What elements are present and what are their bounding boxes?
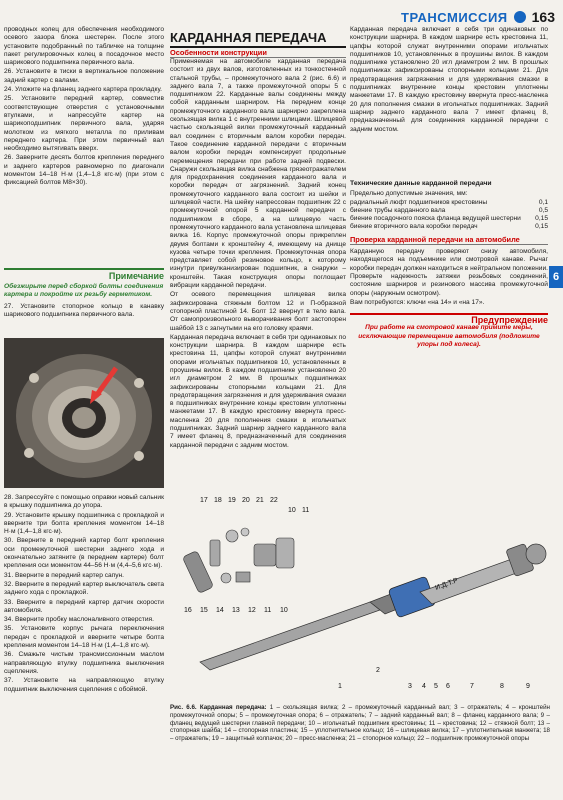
gearbox-photo-drawing [4,338,164,488]
figure-caption [170,704,550,743]
paragraph: 32. Вверните в передний картер выключатель света заднего хода с прокладкой. [4,580,164,597]
cardan-shaft-figure [170,492,550,700]
svg-text:13: 13 [232,607,240,614]
paragraph: 35. Установите корпус рычага переключения передач с прокладкой и вверните четыре болта крепления моментом 14–18 Н·м (1,4–1,8 кгс·м). [4,625,164,650]
specs-title: Технические данные карданной передачи [350,180,492,187]
chapter-tab: 6 [549,266,563,288]
svg-text:5: 5 [434,683,438,690]
caption-text: 1 – скользящая вилка; 2 – промежуточный карданный вал; 3 – отражатель; 4 – кронштейн промежуточной опоры; 5 – промежуточная опора; 6 – отражатель; 7 – задний карданный вал; 8 – фланец карданного вала; 9 – фланец ведущей шестерни главной передачи; 10 – игольчатый подшипник крестовины; 11 – крестовина; 12 – стяжной болт; 13 – стопорная шайба; 14 – стопорная пластина; 15 – уплотнительное кольцо; 16 – шлицевая вилка; 17 – уплотнительная манжета; 18 – отражатель; 19 – защитный колпачок; 20 – пресс-масленка; 21 – стопорное кольцо; 22 – подшипник промежуточной опоры [170,704,550,743]
paragraph: 24. Уложите на фланец заднего картера прокладку. [4,86,162,94]
paragraph: 29. Установите крышку подшипника с прокладкой и вверните три болта крепления моментом 14–18 Н·м (1,4–1,8 кгс·м). [4,511,164,536]
page-header [401,6,563,28]
note-box [4,268,164,319]
svg-text:4: 4 [422,683,426,690]
svg-text:12: 12 [248,607,256,614]
svg-text:17: 17 [200,497,208,504]
caption-title: Рис. 6.6. Карданная передача: [170,704,267,711]
section-heading: КАРДАННАЯ ПЕРЕДАЧА [170,30,346,48]
svg-text:19: 19 [228,497,236,504]
svg-text:6: 6 [446,683,450,690]
paragraph: проводных колец для обеспечения необходимого осевого зазора блока шестерен. После этого установите подобранный по табличке на толщине пакет регулировочных колец в посадочное место шарикового подшипника первичного вала. [4,26,164,67]
paragraph: Карданная передача включает в себя три одинаковых по конструкции шарнира. В каждом шарнире есть крестовина 11, цапфы которой служат внутренними опорами игольчатых подшипников 10, установленных в проушины вилок. В каждом подшипнике установлено 20 игл диаметром 2 мм. В прошлых подшипниках зафиксированы стопорными кольцами 21. Для предотвращения загрязнения и для удерживания смазки в подшипниках внутренние концы крестовин уплотнены манжетами 17. В каждую крестовину ввернута пресс-масленка 20 для пополнения смазки в игольчатых подшипниках. Задний шарнир заднего карданного вала 7 имеет фланец 8, предназначенный для соединения карданной передачи с задним мостом. [350,26,548,133]
paragraph: 31. Вверните в передний картер сапун. [4,571,125,579]
paragraph: Карданную передачу проверяют снизу автомобиля, находящегося на подъемнике или смотровой канаве. Рычаг коробки передач должен находиться в нейтральном положении. Проверьте надежность затяжки резьбовых соединений, состояние шарниров и резинового массива промежуточной опоры (наружным осмотром). [350,248,548,297]
svg-text:21: 21 [256,497,264,504]
spec-row: биение трубы карданного вала 0,5 [350,206,548,214]
paragraph: 26. Установите в тиски в вертикальное положение задний картер с валами. [4,68,164,84]
spec-row: радиальный люфт подшипников крестовины 0,1 [350,198,548,206]
spec-row: биение вторичного вала коробки передач 0,15 [350,223,548,231]
section-title: ТРАНСМИССИЯ [401,9,508,25]
svg-text:16: 16 [184,607,192,614]
svg-text:14: 14 [216,607,224,614]
page-number: 163 [531,9,555,25]
svg-text:11: 11 [264,607,272,614]
note-title: Примечание [4,268,164,281]
paragraph: 28. Запрессуйте с помощью оправки новый сальник в крышку подшипника до упора. [4,494,164,510]
svg-text:3: 3 [408,683,412,690]
specs-intro: Предельно допустимые значения, мм: [350,190,468,198]
warning-text: При работе на смотровой канаве примите меры, исключающие перемещение автомобиля (подложите упоры под колеса). [358,324,540,349]
svg-text:2: 2 [376,667,380,674]
svg-text:10: 10 [280,607,288,614]
svg-text:7: 7 [470,683,474,690]
note-text: Обезжирьте перед сборкой болты соединения картера и покройте их резьбу герметиком. [4,283,164,299]
gearbox-photo [4,338,164,488]
svg-text:15: 15 [200,607,208,614]
right-column [350,26,548,349]
svg-text:22: 22 [270,497,278,504]
paragraph: От осевого перемещения шлицевая вилка зафиксирована стяжным болтом 12 и П-образной стопорной пластиной 14. Болт 12 ввернут в тело вала. От самопроизвольного выворачивания болт застопорен шайбой 13 с загнутыми на его головку краями. [170,291,346,332]
svg-text:11: 11 [302,507,310,514]
left-column-top [4,26,164,189]
paragraph: 37. Установите на направляющую втулку подшипник выключения сцепления с обоймой. [4,677,164,693]
svg-text:9: 9 [526,683,530,690]
middle-column [170,58,346,449]
paragraph: Вам потребуются: ключи «на 14» и «на 17». [350,298,485,306]
shaft-marking: И.Д.Т.Р [434,577,460,592]
paragraph: Применяемая на автомобиле карданная передача состоит из двух валов, изготовленных из тонкостенной стальной трубы, – промежуточного вала 2 (рис. 6.6) и заднего вала 7, а также промежуточной опоры 5 с подшипником 22. Карданные валы соединены между собой карданным шарниром. На переднем конце промежуточного карданного вала шарнирно закреплена скользящая вилка 1 с внутренними шлицами. Шлицевой частью скользящей вилки промежуточный карданный вал соединен с вторичным валом коробки передач. Такое соединение карданной передачи с вторичным валом коробки передач компенсирует продольные перемещения передачи при работе задней подвески. Снаружи скользящая вилка снабжена грязеотражателем для предохранения соединения карданного вала и коробки передач от загрязнений. Задний конец промежуточного карданного вала состоит из шейки и шлицевой части. На шейку напрессован подшипник 22 с промежуточной опорой 5 карданной передачи с подшипником в сборе, а на шлицевую часть промежуточного карданного вала установлена шлицевая вилка 16. Корпус промежуточной опоры прикреплен двумя болтами к кронштейну 4, имеющему на днище кузова четыре точки крепления. Промежуточная опора представляет собой резиновое кольцо, к которому изнутри привулканизирован подшипник, а снаружи – кронштейн. Такая конструкция опоры поглощает вибрации карданной передачи. [170,58,346,290]
svg-text:10: 10 [288,507,296,514]
header-bullet-icon [514,11,526,23]
svg-text:18: 18 [214,497,222,504]
svg-text:1: 1 [338,683,342,690]
warning-title: Предупреждение [350,313,548,324]
paragraph: 34. Вверните пробку маслоналивного отверстия. [4,616,154,624]
left-column-bottom [4,494,164,695]
svg-text:8: 8 [500,683,504,690]
paragraph: 33. Вверните в передний картер датчик скорости автомобиля. [4,598,164,614]
subsection-heading: Особенности конструкции [170,48,346,58]
spec-row: биение посадочного пояска фланца ведущей шестерни 0,15 [350,215,548,223]
paragraph: 27. Установите стопорное кольцо в канавку шарикового подшипника первичного вала. [4,302,164,318]
paragraph: 25. Установите передний картер, совместив соответствующие отверстия с установочными втулками, и напрессуйте картер на шарикоподшипник первичного вала, ударяя молотком из мягкого металла по приливам переднего картера. При этом первичный вал необходимо вытягивать вверх. [4,95,164,153]
cardan-shaft-drawing [170,492,550,700]
paragraph: 26. Заверните десять болтов крепления переднего и заднего картеров равномерно по диагонали моментом 14–18 Н·м (1,4–1,8 кгс·м) (при этом с фиксацией болтов M8×30). [4,154,164,187]
check-heading: Проверка карданной передачи на автомобиле [350,236,548,245]
paragraph-continued [350,26,548,176]
svg-text:20: 20 [242,497,250,504]
paragraph: 36. Смажьте чистым трансмиссионным маслом направляющую втулку подшипника выключения сцепления. [4,651,164,675]
paragraph: 30. Вверните в передний картер болт крепления оси промежуточной шестерни заднего хода и окончательно затяните (в переднем картере) болт крепления оси моментом 44–56 Н·м (4,4–5,6 кгс·м). [4,537,164,570]
paragraph: Карданная передача включает в себя три одинаковых по конструкции шарнира. В каждом шарнире есть крестовина 11, цапфы которой служат внутренними опорами игольчатых подшипников 10, установленных в проушины вилок. В каждом подшипнике установлено 20 игл диаметром 2 мм. В прошлых подшипниках зафиксированы стопорными кольцами 21. Для предотвращения загрязнения и для удерживания смазки в подшипниках внутренние концы крестовин уплотнены манжетами 17. В каждую крестовину ввернута пресс-масленка 20 для пополнения смазки в игольчатых подшипниках. Задний шарнир заднего карданного вала 7 имеет фланец 8, предназначенный для соединения карданной передачи с задним мостом. [170,333,346,449]
